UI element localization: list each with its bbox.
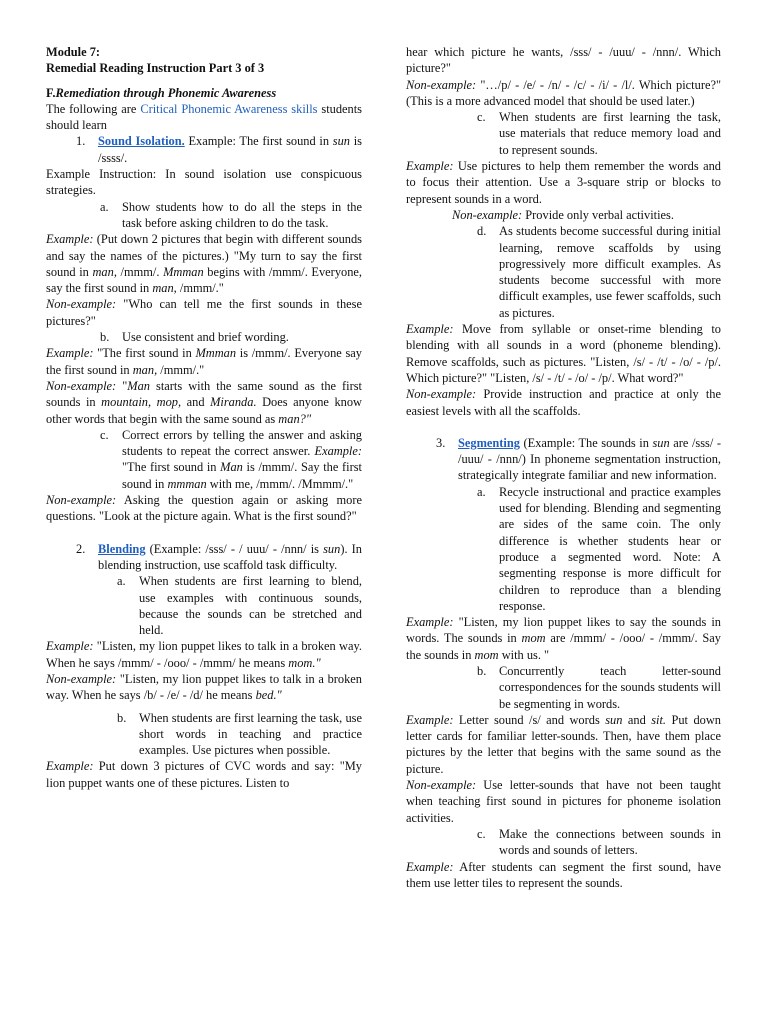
non-example-2: Non-example: "Man starts with the same sound as the first sounds in mountain, mop, and Miranda. Does anyone know other words that begin with the same sound as man?" — [46, 378, 362, 426]
segmenting-link[interactable]: Segmenting — [458, 435, 520, 450]
example-9: Example: Letter sound /s/ and words sun and sit. Put down letter cards for familiar letter-sounds. Then, have them place pictures by the letter that begins with the same sound as the picture. — [406, 712, 721, 776]
non-example-1: Non-example: "Who can tell me the first sounds in these pictures?" — [46, 297, 362, 328]
module-subtitle: Remedial Reading Instruction Part 3 of 3 — [46, 61, 265, 76]
example-6: Example: Use pictures to help them remember the words and to focus their attention. Use a 3-square strip or blocks to represent sounds in a word. — [406, 159, 721, 206]
point-b-wording: b. Use consistent and brief wording. — [100, 330, 289, 345]
example-instruction: Example Instruction: In sound isolation use conspicuous strategies. — [46, 167, 362, 198]
item-1-sound-isolation: 1. Sound Isolation. Example: The first sound in sun is /ssss/. — [76, 134, 362, 165]
non-example-6: Non-example: Provide only verbal activities. — [452, 207, 674, 222]
non-example-7: Non-example: Provide instruction and practice at only the easiest levels with all the scaffolds. — [406, 387, 721, 418]
non-example-4: Non-example: "Listen, my lion puppet likes to talk in a broken way. When he says /b/ - /e/ - /d/ he means bed." — [46, 671, 362, 703]
segmenting-point-c: c. Make the connections between sounds in words and sounds of letters. — [477, 826, 721, 858]
blending-point-c: c. When students are first learning the task, use materials that reduce memory load and to represent sounds. — [477, 110, 721, 157]
right-column — [406, 44, 721, 891]
point-c-correct-errors: c. Correct errors by telling the answer and asking students to repeat the correct answer. Example: "The first sound in Man is /mmm/. Say the first sound in mmman with me, /mmm/. /Mmmm/." — [100, 427, 362, 491]
blending-link[interactable]: Blending — [98, 541, 146, 556]
section-heading: F.Remediation through Phonemic Awareness — [46, 85, 277, 100]
example-5-continued: hear which picture he wants, /sss/ - /uuu/ - /nnn/. Which picture?" — [406, 45, 721, 76]
module-number: Module 7: — [46, 45, 101, 59]
item-2-blending: 2. Blending (Example: /sss/ - / uuu/ - /nnn/ is sun). In blending instruction, use scaffold task difficulty. — [76, 541, 363, 572]
example-10: Example: After students can segment the first sound, have them use letter tiles to represent the sounds. — [406, 859, 721, 890]
segmenting-point-a: a. Recycle instructional and practice examples used for blending. Blending and segmenting are sides of the same coin. The only difference is whether students hear or produce a segmented word. Note: A segmenting response is more difficult for children to reproduce than a blending response. — [477, 484, 721, 613]
example-7: Example: Move from syllable or onset-rime blending to blending with all sounds in a word (phoneme blending). Remove scaffolds, such as pictures. "Listen, /s/ - /t/ - /o/ - /p/. Which picture?" "Listen, /s/ - /t/ - /o/ - /p/. What word?" — [406, 322, 721, 385]
non-example-3: Non-example: Asking the question again or asking more questions. "Look at the picture again. What is the first sound?" — [46, 493, 362, 524]
example-8: Example: "Listen, my lion puppet likes to say the sounds in words. The sounds in mom are /mmm/ - /ooo/ - /mmm/. Say the sounds in mom with us. " — [406, 615, 721, 662]
example-1: Example: (Put down 2 pictures that begin with different sounds and say the names of the pictures.) "My turn to say the first sound in man, /mmm/. Mmman begins with /mmm/. Everyone, say the first sound in man, /mmm/." — [46, 232, 362, 296]
example-2: Example: "The first sound in Mmman is /mmm/. Everyone say the first sound in man, /mmm/." — [46, 346, 362, 377]
non-example-5: Non-example: "…/p/ - /e/ - /n/ - /c/ - /i/ - /l/. Which picture?" (This is a more advanced model that should be used later.) — [406, 77, 721, 108]
intro-link[interactable]: Critical Phonemic Awareness skills — [140, 101, 318, 116]
blending-point-b: b. When students are first learning the task, use short words in teaching and practice examples. Use pictures when possible. — [117, 710, 362, 758]
left-column — [46, 44, 362, 791]
sound-isolation-link[interactable]: Sound Isolation. — [98, 134, 185, 149]
point-a-show-steps: a. Show students how to do all the steps in the task before asking children to do the task. — [100, 199, 362, 230]
blending-point-a: a. When students are first learning to blend, use examples with continuous sounds, because the sounds can be stretched and held. — [117, 574, 362, 638]
item-3-segmenting: 3. Segmenting (Example: The sounds in sun are /sss/ - /uuu/ - /nnn/) In phoneme segmentation instruction, strategically integrate familiar and new information. — [436, 435, 721, 483]
segmenting-point-b: b. Concurrently teach letter-sound correspondences for the sounds students will be segmenting in words. — [477, 663, 721, 711]
non-example-9: Non-example: Use letter-sounds that have not been taught when teaching first sound in pictures for phoneme isolation activities. — [406, 778, 721, 825]
example-4: Example: "Listen, my lion puppet likes to talk in a broken way. When he says /mmm/ - /ooo/ - /mmm/ he means mom." — [46, 639, 362, 670]
intro-paragraph: The following are Critical Phonemic Awareness skills students should learn — [46, 101, 362, 133]
example-5: Example: Put down 3 pictures of CVC words and say: "My lion puppet wants one of these pictures. Listen to — [46, 759, 362, 790]
blending-point-d: d. As students become successful during initial learning, remove scaffolds by using progressively more difficult examples. As students become successful with more difficult examples, use fewer scaffolds, such as pictures. — [477, 224, 721, 320]
